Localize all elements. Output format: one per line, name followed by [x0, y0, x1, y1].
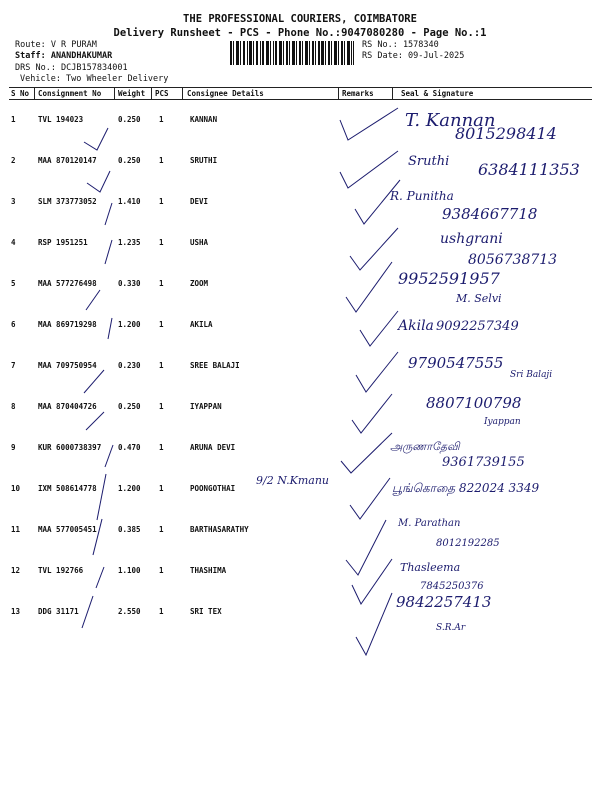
- row-weight: 1.410: [118, 197, 141, 206]
- row-sno: 2: [11, 156, 16, 165]
- row-weight: 0.230: [118, 361, 141, 370]
- row-consignee: SRUTHI: [190, 156, 218, 165]
- row-sno: 8: [11, 402, 16, 411]
- signature-phone: 9092257349: [436, 319, 519, 334]
- table-row: [9, 141, 592, 182]
- row-sno: 5: [11, 279, 16, 288]
- row-pcs: 1: [159, 607, 164, 616]
- row-consignee: POONGOTHAI: [190, 484, 236, 493]
- row-pcs: 1: [159, 320, 164, 329]
- signature-phone: 6384111353: [478, 160, 580, 179]
- row-consignee: DEVI: [190, 197, 209, 206]
- route-label: Route: V R PURAM: [15, 40, 97, 50]
- row-consignee: SREE BALAJI: [190, 361, 240, 370]
- row-consignee: ARUNA DEVI: [190, 443, 236, 452]
- row-pcs: 1: [159, 566, 164, 575]
- table-row: [9, 182, 592, 223]
- row-consignee: BARTHASARATHY: [190, 525, 249, 534]
- col-header-remarks: Remarks: [342, 89, 374, 98]
- row-consignment-no: RSP 1951251: [38, 238, 88, 247]
- signature-name: Iyappan: [484, 417, 521, 427]
- barcode-image: [230, 41, 354, 65]
- table-row: [9, 305, 592, 346]
- table-row: [9, 428, 592, 469]
- remarks-note: 9/2 N.Kmanu: [256, 474, 329, 487]
- row-sno: 6: [11, 320, 16, 329]
- col-header-sno: S No: [11, 89, 30, 98]
- row-consignment-no: MAA 577005451: [38, 525, 97, 534]
- signature-phone: 9842257413: [396, 593, 492, 611]
- row-weight: 0.385: [118, 525, 141, 534]
- table-row: [9, 551, 592, 592]
- row-weight: 1.200: [118, 320, 141, 329]
- row-consignee: USHA: [190, 238, 209, 247]
- signature-phone: 8056738713: [468, 252, 558, 268]
- row-sno: 10: [11, 484, 21, 493]
- signature-name: Thasleema: [400, 561, 461, 574]
- signature-name: Sruthi: [408, 154, 450, 169]
- table-row: [9, 510, 592, 551]
- row-consignee: IYAPPAN: [190, 402, 222, 411]
- signature-name: பூங்கொதை 822024 3349: [392, 481, 540, 495]
- signature-phone: 9790547555: [408, 354, 504, 372]
- col-header-consignee: Consignee Details: [187, 89, 264, 98]
- row-weight: 0.330: [118, 279, 141, 288]
- company-title: THE PROFESSIONAL COURIERS, COIMBATORE: [183, 13, 417, 25]
- signature-name: Akila: [398, 318, 434, 334]
- row-pcs: 1: [159, 279, 164, 288]
- runsheet-subtitle: Delivery Runsheet - PCS - Phone No.:9047080280 - Page No.:1: [113, 27, 487, 39]
- row-weight: 0.250: [118, 402, 141, 411]
- row-consignment-no: DDG 31171: [38, 607, 79, 616]
- table-row: [9, 100, 592, 141]
- row-consignee: SRI TEX: [190, 607, 222, 616]
- row-consignment-no: MAA 870120147: [38, 156, 97, 165]
- row-pcs: 1: [159, 361, 164, 370]
- row-consignment-no: TVL 192766: [38, 566, 84, 575]
- table-row: [9, 469, 592, 510]
- row-sno: 13: [11, 607, 21, 616]
- table-row: [9, 346, 592, 387]
- row-weight: 0.470: [118, 443, 141, 452]
- row-consignment-no: TVL 194023: [38, 115, 84, 124]
- row-consignment-no: IXM 508614778: [38, 484, 97, 493]
- row-weight: 0.250: [118, 115, 141, 124]
- table-row: [9, 387, 592, 428]
- signature-phone: 8807100798: [426, 394, 522, 412]
- signature-name: M. Parathan: [398, 518, 461, 529]
- col-header-signature: Seal & Signature: [401, 89, 474, 98]
- row-pcs: 1: [159, 197, 164, 206]
- row-consignment-no: MAA 709750954: [38, 361, 97, 370]
- vehicle-label: Vehicle: Two Wheeler Delivery: [20, 74, 169, 84]
- row-pcs: 1: [159, 156, 164, 165]
- row-sno: 4: [11, 238, 16, 247]
- row-pcs: 1: [159, 443, 164, 452]
- rs-date-label: RS Date: 09-Jul-2025: [362, 51, 465, 61]
- rs-no-label: RS No.: 1578340: [362, 40, 439, 50]
- row-weight: 1.200: [118, 484, 141, 493]
- row-sno: 11: [11, 525, 21, 534]
- row-consignment-no: KUR 6000738397: [38, 443, 102, 452]
- signature-phone: 9952591957: [398, 269, 500, 288]
- signature-name: M. Selvi: [456, 292, 502, 305]
- drs-label: DRS No.: DCJB157834001: [15, 63, 128, 73]
- row-pcs: 1: [159, 115, 164, 124]
- signature-phone: 9384667718: [442, 205, 538, 223]
- row-weight: 1.235: [118, 238, 141, 247]
- row-sno: 3: [11, 197, 16, 206]
- row-consignment-no: MAA 577276498: [38, 279, 97, 288]
- row-consignment-no: MAA 869719298: [38, 320, 97, 329]
- row-consignee: KANNAN: [190, 115, 218, 124]
- row-weight: 2.550: [118, 607, 141, 616]
- row-pcs: 1: [159, 484, 164, 493]
- row-weight: 0.250: [118, 156, 141, 165]
- signature-phone: 8012192285: [436, 538, 500, 549]
- row-weight: 1.100: [118, 566, 141, 575]
- col-header-consignment: Consignment No: [38, 89, 102, 98]
- row-sno: 12: [11, 566, 21, 575]
- row-consignment-no: SLM 373773052: [38, 197, 97, 206]
- signature-phone: 9361739155: [442, 455, 525, 470]
- signature-name: T. Kannan: [405, 110, 496, 131]
- row-sno: 7: [11, 361, 16, 370]
- signature-name: S.R.Ar: [436, 623, 466, 633]
- signature-name: ushgrani: [440, 231, 503, 247]
- row-sno: 1: [11, 115, 16, 124]
- row-pcs: 1: [159, 238, 164, 247]
- row-consignee: THASHIMA: [190, 566, 227, 575]
- table-row: [9, 223, 592, 264]
- signature-phone: 7845250376: [420, 581, 484, 592]
- signature-name: அருணாதேவி: [390, 440, 460, 453]
- col-header-weight: Weight: [118, 89, 146, 98]
- row-pcs: 1: [159, 525, 164, 534]
- row-consignee: AKILA: [190, 320, 213, 329]
- row-consignment-no: MAA 870404726: [38, 402, 97, 411]
- signature-name: Sri Balaji: [510, 370, 553, 380]
- row-sno: 9: [11, 443, 16, 452]
- table-row: [9, 592, 592, 633]
- row-pcs: 1: [159, 402, 164, 411]
- table-row: [9, 264, 592, 305]
- signature-name: R. Punitha: [390, 189, 454, 203]
- signature-phone: 8015298414: [455, 124, 557, 143]
- row-consignee: ZOOM: [190, 279, 209, 288]
- col-header-pcs: PCS: [155, 89, 169, 98]
- staff-label: Staff: ANANDHAKUMAR: [15, 51, 113, 61]
- table-top-border: [9, 87, 592, 88]
